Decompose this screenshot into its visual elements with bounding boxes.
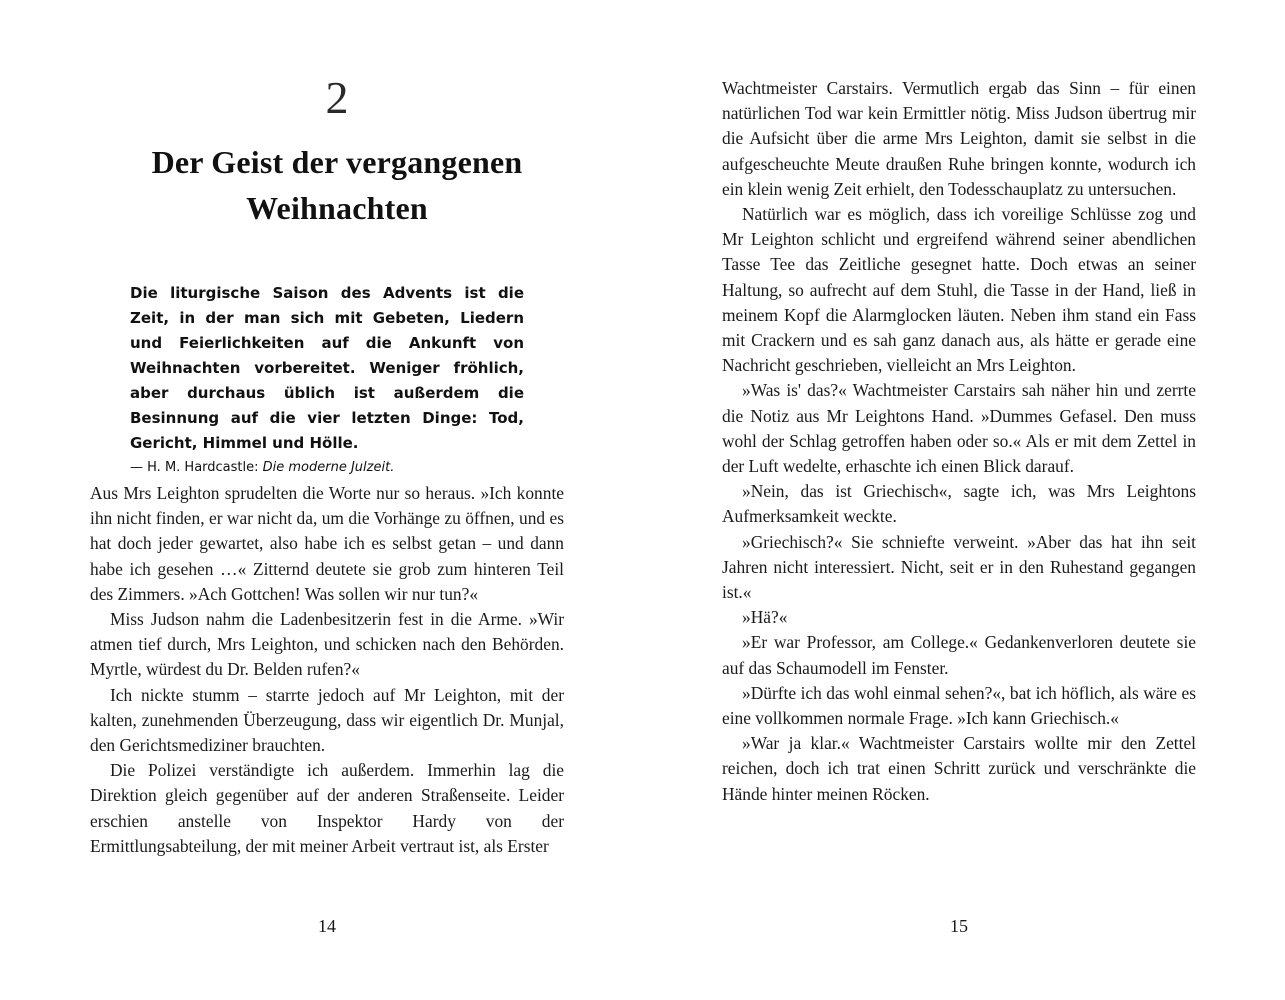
right-body-text bbox=[722, 76, 1196, 807]
paragraph: Die Polizei verständigte ich außerdem. Immerhin lag die Direktion gleich gegenüber auf der anderen Straßenseite. Leider erschien anstelle von Inspektor Hardy von der Ermittlungsabteilung, der mit meiner Arbeit vertraut ist, als Erster bbox=[90, 760, 564, 856]
chapter-title bbox=[90, 139, 584, 231]
chapter-title-line-1: Der Geist der vergangenen bbox=[151, 144, 523, 180]
paragraph: Miss Judson nahm die Ladenbesitzerin fest in die Arme. »Wir atmen tief durch, Mrs Leighton, und schicken nach den Behörden. Myrtle, würdest du Dr. Belden rufen?« bbox=[90, 609, 564, 680]
epigraph-text: Die liturgische Saison des Advents ist die Zeit, in der man sich mit Gebeten, Liedern und Feierlichkeiten auf die Ankunft von Weihnachten vorbereitet. Weniger fröhlich, aber durchaus üblich ist außerdem die Besinnung auf die vier letzten Dinge: Tod, Gericht, Himmel und Hölle. bbox=[130, 284, 524, 452]
right-page bbox=[722, 0, 1196, 1000]
paragraph: »Hä?« bbox=[742, 607, 788, 628]
paragraph: Ich nickte stumm – starrte jedoch auf Mr Leighton, mit der kalten, zunehmenden Überzeugung, dass wir eigentlich Dr. Munjal, den Gerichtsmediziner brauchten. bbox=[90, 684, 564, 756]
page-number-right: 15 bbox=[950, 916, 968, 936]
paragraph: »Was is' das?« Wachtmeister Carstairs sah näher hin und zerrte die Notiz aus Mr Leightons Hand. »Dummes Gefasel. Den muss wohl der Schlag getroffen haben oder so.« Als er mit dem Zettel in der Luft wedelte, erhaschte ich einen Blick darauf. bbox=[722, 380, 1196, 477]
paragraph: »Griechisch?« Sie schniefte verweint. »Aber das hat ihn seit Jahren nicht interessiert. Nicht, seit er in den Ruhestand gegangen ist.« bbox=[722, 531, 1196, 603]
page-number-left: 14 bbox=[318, 916, 336, 936]
epigraph-author: — H. M. Hardcastle: bbox=[130, 460, 263, 475]
paragraph: Wachtmeister Carstairs. Vermutlich ergab das Sinn – für einen natürlichen Tod war kein Ermittler nötig. Miss Judson übertrug mir die Aufsicht über die arme Mrs Leighton, damit sie selbst in die aufgescheuchte Meute draußen Ruhe bringen konnte, wodurch ich ein klein wenig Zeit erhielt, den Todesschauplatz zu untersuchen. bbox=[722, 78, 1196, 199]
paragraph: »Nein, das ist Griechisch«, sagte ich, was Mrs Leightons Aufmerksamkeit weckte. bbox=[722, 481, 1196, 527]
paragraph: »Dürfte ich das wohl einmal sehen?«, bat ich höflich, als wäre es eine vollkommen normale Frage. »Ich kann Griechisch.« bbox=[722, 682, 1196, 729]
epigraph-source bbox=[130, 457, 524, 479]
chapter-number: 2 bbox=[325, 72, 349, 123]
paragraph: Natürlich war es möglich, dass ich voreilige Schlüsse zog und Mr Leighton schlicht und ergreifend während seiner abendlichen Tasse Tee das Zeitliche gesegnet hatte. Doch etwas an seiner Haltung, so aufrecht auf dem Stuhl, die Tasse in der Hand, ließ in meinem Kopf die Alarmglocken läuten. Neben ihm stand ein Fass mit Crackern und es sah ganz danach aus, als hätte er gerade eine Nachricht geschrieben, vielleicht an Mrs Leighton. bbox=[722, 204, 1196, 376]
paragraph: »War ja klar.« Wachtmeister Carstairs wollte mir den Zettel reichen, doch ich trat einen Schritt zurück und verschränkte die Hände hinter meinen Röcken. bbox=[722, 733, 1196, 804]
paragraph: Aus Mrs Leighton sprudelten die Worte nur so heraus. »Ich konnte ihn nicht finden, er war nicht da, um die Vorhänge zu öffnen, und es hat doch jeder gewartet, also habe ich es selbst getan – und dann habe ich gesehen …« Zitternd deutete sie grob zum hinteren Teil des Zimmers. »Ach Gottchen! Was sollen wir nur tun?« bbox=[90, 483, 564, 604]
paragraph: »Er war Professor, am College.« Gedankenverloren deutete sie auf das Schaumodell im Fenster. bbox=[722, 632, 1196, 678]
epigraph bbox=[130, 281, 524, 479]
epigraph-book-title: Die moderne Julzeit. bbox=[262, 460, 395, 475]
left-body-text bbox=[90, 481, 564, 859]
chapter-title-line-2: Weihnachten bbox=[246, 190, 428, 226]
left-page bbox=[90, 0, 564, 1000]
